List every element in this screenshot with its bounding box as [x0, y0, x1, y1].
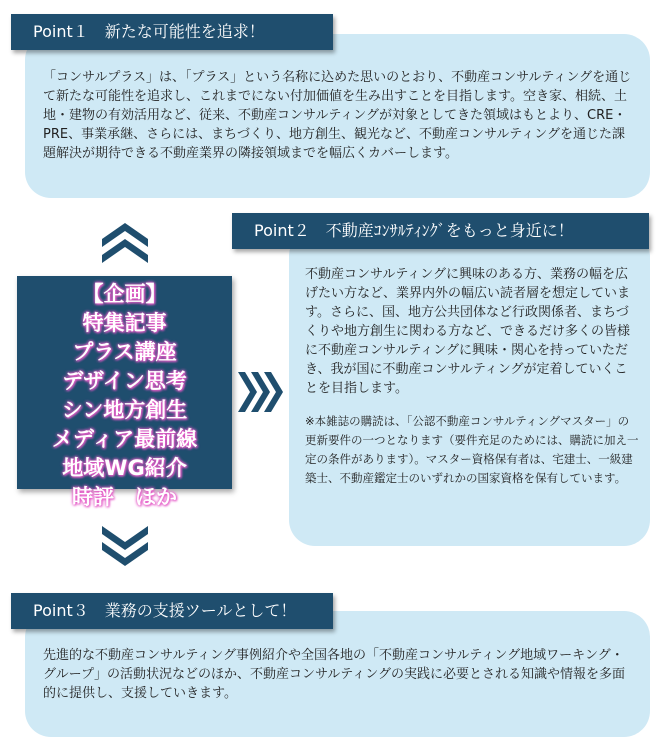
chevron-up-double-icon: [102, 219, 148, 263]
point1-body: [43, 68, 633, 163]
chevron-down-double-icon: [102, 526, 148, 570]
point1-body-text: 「コンサルプラス」は、「プラス」という名称に込めた思いのとおり、不動産コンサルティングを通じて新たな可能性を追求し、これまでにない付加価値を生み出すことを目指します。空き家、相続、土地・建物の有効活用など、従来、不動産コンサルティングが対象としてきた領域はもとより、CRE・PRE、事業承継、さらには、まちづくり、地方創生、観光など、不動産コンサルティングを通じた課題解決が期待できる不動産業界の隣接領域までを幅広くカバーします。: [43, 70, 632, 161]
plan-line: 時評 ほか: [72, 485, 177, 509]
plan-line: 【企画】: [82, 282, 167, 306]
point2-body-text: 不動産コンサルティングに興味のある方、業務の幅を広げたい方など、業界内外の幅広い読者層を想定しています。さらに、国、地方公共団体など行政関係者、まちづくりや地方創生に関わる方など、できるだけ多くの皆様に不動産コンサルティングに興味・関心を持っていただき、我が国に不動産コンサルティングが定着していくことを目指します。: [305, 267, 631, 396]
point3-header: Point３ 業務の支援ツールとして！: [11, 593, 333, 629]
plan-line: 地域WG紹介: [62, 456, 187, 480]
point3-body-text: 先進的な不動産コンサルティング事例紹介や全国各地の「不動産コンサルティング地域ワーキング・グループ」の活動状況などのほか、不動産コンサルティングの実践に必要とされる知識や情報を多面的に提供し、支援していきます。: [43, 648, 626, 701]
point3-body: [43, 646, 633, 703]
point2-note: ※本雑誌の購読は、「公認不動産コンサルティングマスター」の更新要件の一つとなります（要件充足のためには、購読に加え一定の条件があります）。マスター資格保有者は、宅建士、一級建築士、不動産鑑定士のいずれかの国家資格を保有しています。: [305, 414, 639, 485]
point1-header: Point１ 新たな可能性を追求！: [11, 14, 333, 50]
plan-line: メディア最前線: [51, 427, 198, 451]
plan-line: プラス講座: [72, 340, 177, 364]
plan-line: デザイン思考: [62, 369, 187, 393]
point2-header: Point２ 不動産ｺﾝｻﾙﾃｨﾝｸﾞをもっと身近に！: [232, 213, 649, 249]
plan-line: 特集記事: [82, 311, 167, 335]
chevron-right-triple-icon: [238, 372, 284, 412]
plan-line: シン地方創生: [61, 398, 188, 422]
point2-body: [305, 265, 640, 488]
plan-box: [17, 276, 232, 509]
